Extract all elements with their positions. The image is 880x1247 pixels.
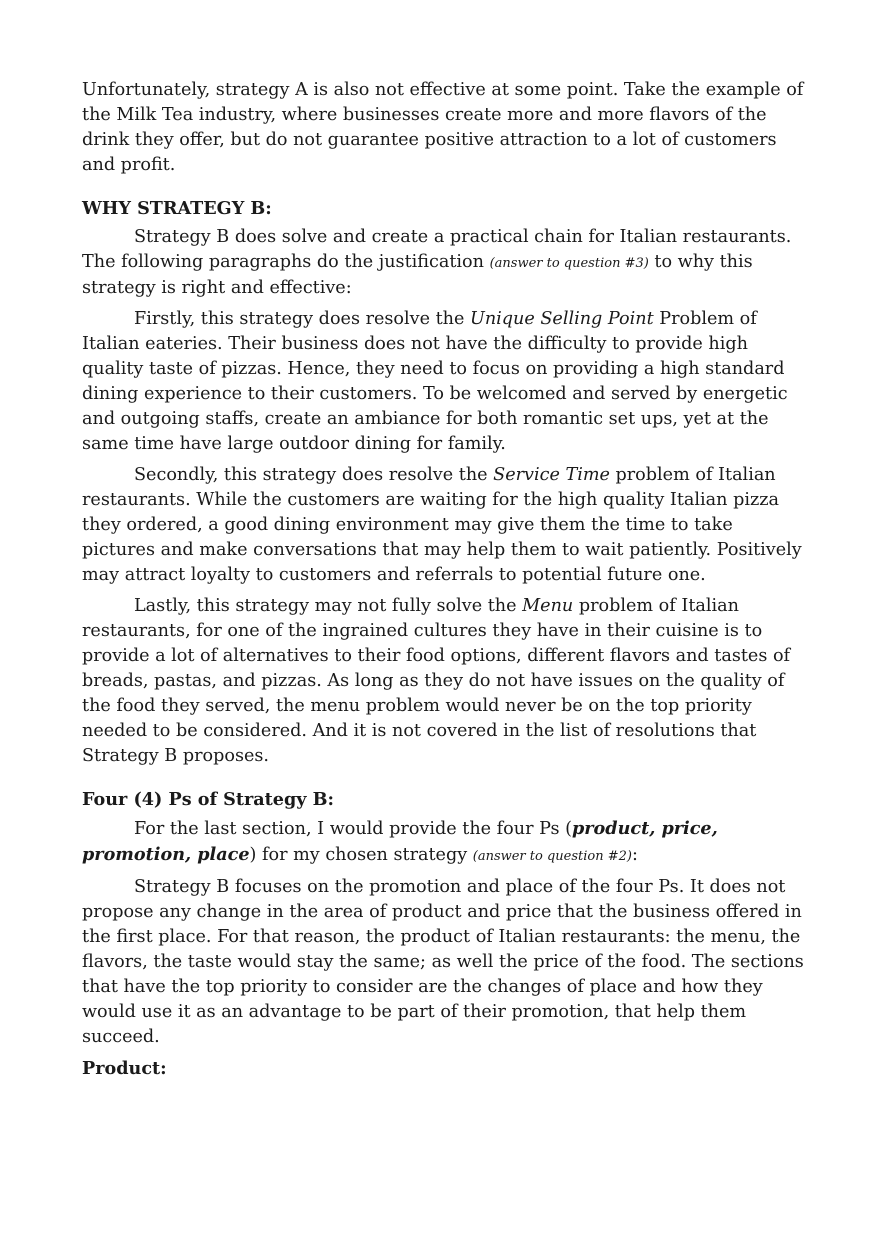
four-ps-paragraph-2: Strategy B focuses on the promotion and place of the four Ps. It does not propose any change in the area of product and price that the business offered in the first place. For that reason, the product of Italian restaurants: the menu, the flavors, the taste would stay the same; as well the price of the food. The sections that have the top priority to consider are the changes of place and how they would use it as an advantage to be part of their promotion, that help them succeed. [82, 877, 804, 1047]
why-b-paragraph-3: Secondly, this strategy does resolve the Service Time problem of Italian restaurants. While the customers are waiting for the high quality Italian pizza they ordered, a good dining environment may give them the time to take pictures and make conversations that may help them to wait patiently. Positively may attract loyalty to customers and referrals to potential future one. [82, 465, 802, 585]
four-ps-list: product, price, promotion, place [82, 818, 718, 865]
service-time-term: Service Time [493, 465, 610, 485]
why-b-paragraph-1: Strategy B does solve and create a practical chain for Italian restaurants. The following paragraphs do the justification (answer to question #3) to why this strategy is right and effective: [82, 227, 792, 298]
why-b-paragraph-2: Firstly, this strategy does resolve the Unique Selling Point Problem of Italian eateries. Their business does not have the difficulty to provide high quality taste of pizzas. Hence, they need to focus on providing a high standard dining experience to their customers. To be welcomed and served by energetic and outgoing staffs, create an ambiance for both romantic set ups, yet at the same time have large outdoor dining for family. [82, 309, 788, 454]
usp-term: Unique Selling Point [470, 309, 654, 329]
four-ps-paragraph-1: For the last section, I would provide the four Ps (product, price, promotion, place) for my chosen strategy (answer to question #2): [82, 818, 718, 865]
question-2-note: (answer to question #2) [472, 849, 632, 864]
why-strategy-b-heading: WHY STRATEGY B: [82, 198, 272, 219]
intro-paragraph [82, 78, 810, 178]
product-heading: Product: [82, 1058, 167, 1079]
why-b-paragraph-4: Lastly, this strategy may not fully solve the Menu problem of Italian restaurants, for one of the ingrained cultures they have in their cuisine is to provide a lot of alternatives to their food options, different flavors and tastes of breads, pastas, and pizzas. As long as they do not have issues on the quality of the food they served, the menu problem would never be on the top priority needed to be considered. And it is not covered in the list of resolutions that Strategy B proposes. [82, 596, 791, 766]
intro-text: Unfortunately, strategy A is also not effective at some point. Take the example of the Milk Tea industry, where businesses create more and more flavors of the drink they offer, but do not guarantee positive attraction to a lot of customers and profit. [82, 80, 804, 175]
menu-term: Menu [522, 596, 574, 616]
four-ps-heading: Four (4) Ps of Strategy B: [82, 789, 334, 810]
question-3-note: (answer to question #3) [489, 256, 649, 271]
